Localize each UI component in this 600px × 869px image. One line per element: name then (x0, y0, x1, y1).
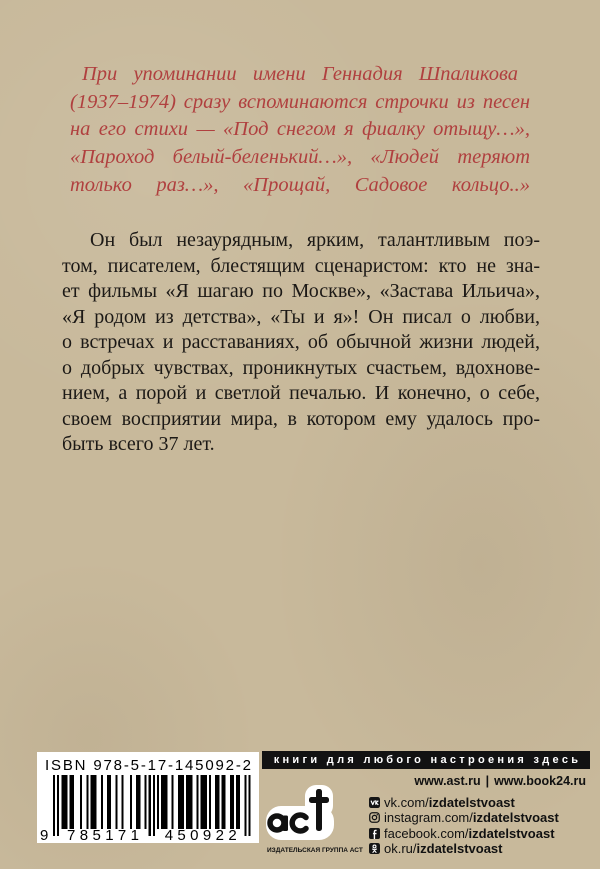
instagram-icon (369, 812, 380, 823)
social-link-vk[interactable] (369, 795, 559, 810)
barcode-bar (236, 775, 240, 829)
annotation-line: только раз…», «Прощай, Садовое кольцо..» (70, 173, 530, 196)
barcode-bar (230, 775, 234, 829)
barcode-bar (201, 775, 207, 829)
barcode-bar (153, 775, 155, 836)
social-link-handle: izdatelstvoast (428, 795, 515, 810)
social-link-prefix: facebook.com/ (384, 825, 469, 841)
barcode-bar (61, 775, 67, 829)
publisher-websites (414, 773, 586, 789)
barcode-bar (130, 775, 132, 829)
barcode-bar (209, 775, 211, 829)
website-link-book24[interactable]: www.book24.ru (494, 774, 586, 788)
facebook-icon (369, 828, 380, 839)
description-line: о встречах и расставаниях, об обычной жизни людей, (62, 331, 540, 353)
description-line: быть всего 37 лет. (62, 433, 215, 455)
social-link-facebook[interactable] (369, 826, 559, 841)
social-link-prefix: vk.com/ (384, 795, 429, 810)
barcode-bar (244, 775, 246, 836)
barcode-bar (86, 775, 88, 829)
barcode-bar (57, 775, 59, 836)
social-link-handle: izdatelstvoast (468, 825, 555, 841)
tagline-banner (262, 751, 590, 769)
barcode-bar (53, 775, 55, 836)
annotation-line: При упоминании имени Геннадия Шпаликова (82, 63, 518, 85)
social-link-prefix: ok.ru/ (384, 840, 417, 856)
barcode-right-group: 450922 (164, 827, 237, 843)
website-link-ast[interactable]: www.ast.ru (414, 774, 481, 788)
social-links (369, 795, 559, 856)
social-link-prefix: instagram.com/ (384, 810, 473, 826)
barcode-bar (136, 775, 140, 829)
barcode-bar (145, 775, 147, 829)
annotation-line: на его стихи — «Под снегом я фиалку отыщу…», (70, 118, 530, 141)
barcode-bar (122, 775, 124, 829)
barcode-bar (161, 775, 167, 829)
description-line: «Я родом из детства», «Ты и я»! Он писал о любви, (62, 305, 540, 328)
publisher-group-name: ИЗДАТЕЛЬСКАЯ ГРУППА АСТ (267, 847, 363, 854)
barcode-bar (90, 775, 96, 829)
vk-icon (369, 797, 380, 808)
barcode-bar (80, 775, 82, 829)
description-line: о добрых чувствах, проникнутых счастьем, вдохнове- (62, 356, 540, 379)
book-description (62, 228, 540, 458)
social-link-instagram[interactable] (369, 810, 559, 825)
barcode-bar (249, 775, 251, 836)
barcode-bar (221, 775, 225, 829)
social-link-ok[interactable] (369, 841, 559, 856)
barcode-bar (70, 775, 74, 829)
barcode-bar (149, 775, 151, 836)
description-line: нием, а порой и светлой печалью. И конечно, о себе, (62, 382, 540, 404)
barcode-bar (101, 775, 103, 829)
ok-icon (369, 843, 380, 854)
barcode-bar (215, 775, 219, 829)
barcode-bar (157, 775, 159, 829)
website-separator: | (485, 774, 490, 788)
social-link-handle: izdatelstvoast (472, 810, 559, 826)
description-line: том, писателем, блестящим сценаристом: кто не зна- (62, 254, 540, 277)
ast-logo (264, 782, 336, 842)
description-line: своем восприятии мира, в котором ему удалось про- (62, 407, 540, 430)
tagline-text: книги для любого настроения здесь (273, 754, 582, 766)
isbn-label: ISBN 978-5-17-145092-2 (45, 757, 251, 774)
isbn-barcode (37, 752, 259, 843)
social-link-handle: izdatelstvoast (416, 840, 503, 856)
barcode-graphic (37, 752, 259, 843)
description-line: Он был незаурядным, ярким, талантливым поэ- (90, 229, 540, 251)
barcode-left-group: 785171 (67, 827, 139, 843)
barcode-digit-prefix: 9 (40, 827, 49, 843)
barcode-bar (197, 775, 199, 829)
annotation-line: «Пароход белый-беленький…», «Людей теряют (70, 146, 530, 169)
barcode-bar (186, 775, 192, 829)
annotation-line: (1937–1974) сразу вспоминаются строчки из песен (70, 90, 530, 113)
barcode-bar (172, 775, 174, 829)
barcode-bar (107, 775, 111, 829)
barcode-bar (115, 775, 117, 829)
annotation-quote (70, 61, 530, 200)
description-line: ет фильмы «Я шагаю по Москве», «Застава Ильича», (62, 280, 540, 302)
barcode-bar (178, 775, 184, 829)
